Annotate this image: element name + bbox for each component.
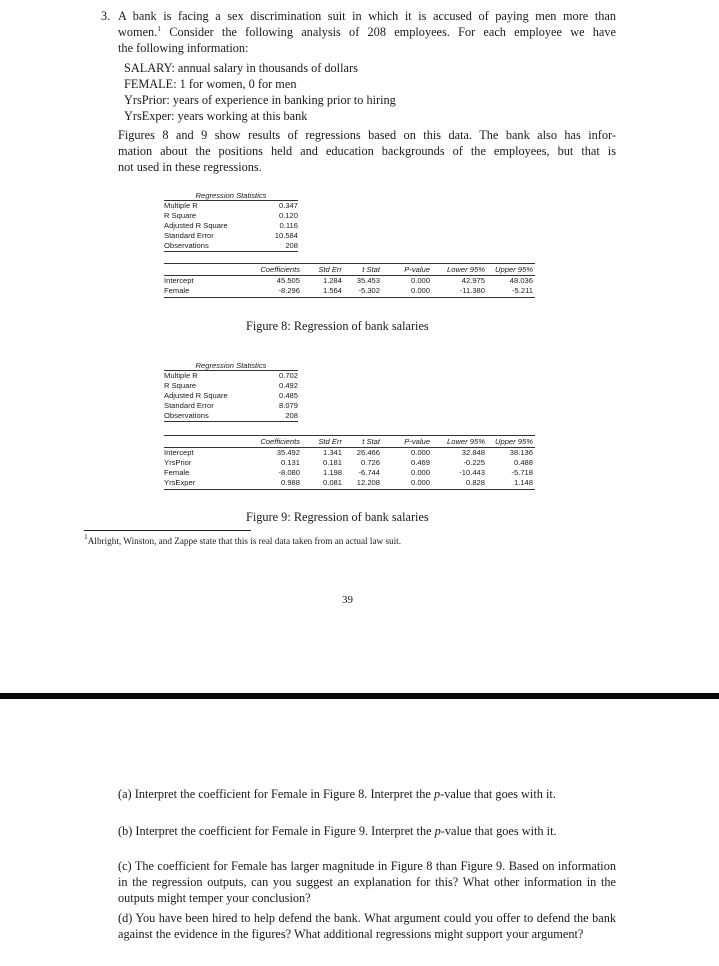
question-a-p: p — [433, 787, 441, 801]
coef-value: 0.988 — [280, 478, 300, 487]
coef-value: -8.080 — [278, 468, 300, 477]
coef-header: Upper 95% — [495, 437, 533, 446]
question-a-text-end: -value that goes with it. — [440, 787, 556, 801]
coef-header: Lower 95% — [447, 437, 485, 446]
stat-value: 0.485 — [278, 391, 298, 400]
question-d: (d) You have been hired to help defend the bank. What argument could you offer to defend the bank against the evidence in the figures? What additional regressions might support your argument? — [118, 911, 616, 941]
footnote-mark: 1 — [84, 532, 88, 541]
question-b-text-end: -value that goes with it. — [440, 824, 557, 838]
problem-number: 3. — [101, 9, 111, 23]
stat-label: R Square — [164, 211, 197, 220]
coef-value: 42.975 — [461, 276, 485, 285]
coef-value: -0.225 — [463, 458, 485, 467]
coef-value: 0.469 — [410, 458, 430, 467]
figure8-coef-row — [164, 286, 535, 296]
intro-consider-text: Consider the following analysis of 208 employees. For each employee we have — [161, 25, 616, 39]
variable-female: FEMALE: 1 for women, 0 for men — [124, 77, 297, 91]
figure9-coef-rule-top — [164, 435, 535, 436]
stat-value: 10.584 — [274, 231, 298, 240]
coef-value: 26.466 — [356, 448, 380, 457]
stat-label: Multiple R — [164, 201, 198, 210]
figure8-caption: Figure 8: Regression of bank salaries — [246, 319, 429, 333]
coef-value: -11.380 — [459, 286, 485, 295]
coef-value: 32.848 — [461, 448, 485, 457]
footnote-text: Albright, Winston, and Zappe state that this is real data taken from an actual law suit. — [87, 536, 402, 546]
stat-label: Observations — [164, 241, 209, 250]
coef-row-label: Intercept — [164, 448, 194, 457]
coef-value: 0.131 — [280, 458, 300, 467]
figure8-stat-row — [164, 241, 298, 251]
problem-intro-line-3: the following information: — [118, 41, 249, 55]
stat-value: 0.116 — [279, 221, 298, 230]
figure9-stat-row — [164, 381, 298, 391]
coef-value: 0.000 — [410, 286, 430, 295]
coef-value: 1.284 — [322, 276, 342, 285]
figure9-coefficients-table — [164, 435, 535, 493]
coef-row-label: YrsExper — [164, 478, 196, 487]
figure9-stat-row — [164, 411, 298, 421]
figure9-coef-rule-bottom — [164, 489, 535, 490]
coef-value: 1.564 — [322, 286, 342, 295]
stat-label: Adjusted R Square — [164, 221, 228, 230]
figure9-stat-row — [164, 401, 298, 411]
figure8-stat-row — [164, 231, 298, 241]
coef-value: 35.453 — [356, 276, 380, 285]
coef-value: 0.081 — [322, 478, 342, 487]
page-separator — [0, 693, 719, 699]
variable-yrsexper: YrsExper: years working at this bank — [124, 109, 308, 123]
problem-intro-line-1: A bank is facing a sex discrimination suit in which it is accused of paying men more than — [118, 9, 616, 23]
figure9-stat-row — [164, 371, 298, 381]
figure9-coef-row — [164, 458, 535, 468]
coef-value: 1.198 — [322, 468, 342, 477]
stat-value: 0.702 — [278, 371, 298, 380]
coef-value: -5.302 — [358, 286, 380, 295]
coef-value: 0.726 — [360, 458, 380, 467]
coef-value: 12.208 — [356, 478, 380, 487]
coef-value: -5.718 — [511, 468, 533, 477]
stat-value: 208 — [285, 411, 298, 420]
figures-text-line-1: Figures 8 and 9 show results of regressions based on this data. The bank also has infor- — [118, 128, 616, 142]
coef-value: 0.828 — [465, 478, 485, 487]
question-b-p: p — [434, 824, 441, 838]
coef-header: Lower 95% — [447, 265, 485, 274]
stat-value: 0.120 — [278, 211, 298, 220]
coef-value: -8.296 — [278, 286, 300, 295]
footnote-ref: 1 — [157, 24, 162, 33]
stat-label: Adjusted R Square — [164, 391, 228, 400]
coef-value: 38.136 — [509, 448, 533, 457]
intro-women-text: women. — [118, 25, 158, 39]
stat-value: 0.347 — [278, 201, 298, 210]
figure9-coef-header-row — [164, 437, 535, 447]
coef-row-label: Female — [164, 468, 190, 477]
coef-value: -5.211 — [512, 286, 533, 295]
coef-value: 0.000 — [410, 448, 430, 457]
coef-row-label: Intercept — [164, 276, 194, 285]
question-a-text: (a) Interpret the coefficient for Female in Figure 8. Interpret the — [118, 787, 434, 801]
footnote — [84, 532, 402, 546]
figures-text-line-2: mation about the positions held and education backgrounds of the employees, but that is — [118, 144, 616, 158]
question-b — [118, 823, 616, 839]
coef-header: Std Err — [318, 437, 342, 446]
coef-value: 0.181 — [322, 458, 342, 467]
figure8-stat-row — [164, 211, 298, 221]
coef-value: 1.341 — [322, 448, 342, 457]
coef-header: Upper 95% — [495, 265, 533, 274]
coef-value: 0.000 — [410, 276, 430, 285]
coef-value: -6.744 — [358, 468, 380, 477]
coef-header: P-value — [404, 437, 430, 446]
question-c: (c) The coefficient for Female has larger magnitude in Figure 8 than Figure 9. Based on information in the regression outputs, can you suggest an explanation for this? What other information in the outputs might temper your conclusion? — [118, 859, 616, 905]
coef-header: t Stat — [362, 265, 380, 274]
coef-row-label: Female — [164, 286, 190, 295]
stat-label: Standard Error — [164, 401, 214, 410]
figure9-stats-rule-bottom — [164, 421, 298, 422]
stat-label: Observations — [164, 411, 209, 420]
coef-value: 0.000 — [410, 468, 430, 477]
coef-value: 48.036 — [509, 276, 533, 285]
stat-value: 8.079 — [278, 401, 298, 410]
coef-header: Std Err — [318, 265, 342, 274]
figure8-coef-header-row — [164, 265, 535, 275]
variable-salary: SALARY: annual salary in thousands of dollars — [124, 61, 358, 75]
figure8-stat-row — [164, 201, 298, 211]
coef-header: Coefficients — [260, 265, 300, 274]
coef-value: -10.443 — [459, 468, 485, 477]
coef-row-label: YrsPrior — [164, 458, 192, 467]
figure8-regression-statistics — [164, 191, 298, 257]
page-number: 39 — [342, 594, 353, 606]
question-b-text: (b) Interpret the coefficient for Female in Figure 9. Interpret the — [118, 824, 435, 838]
stat-value: 0.492 — [278, 381, 298, 390]
figure9-stat-row — [164, 391, 298, 401]
figure8-coef-rule-bottom — [164, 297, 535, 298]
coef-value: 45.505 — [276, 276, 300, 285]
figure9-coef-row — [164, 448, 535, 458]
figures-text-line-3: not used in these regressions. — [118, 160, 262, 174]
coef-header: Coefficients — [260, 437, 300, 446]
coef-value: 0.000 — [410, 478, 430, 487]
problem-intro-line-2 — [118, 24, 616, 41]
coef-header: P-value — [404, 265, 430, 274]
figure8-stats-rule-bottom — [164, 251, 298, 252]
figure9-caption: Figure 9: Regression of bank salaries — [246, 510, 429, 524]
stat-value: 208 — [285, 241, 298, 250]
coef-header: t Stat — [362, 437, 380, 446]
figure9-coef-row — [164, 468, 535, 478]
figure9-stats-title: Regression Statistics — [195, 361, 267, 370]
figure8-stats-title: Regression Statistics — [195, 191, 267, 200]
figure8-coefficients-table — [164, 263, 535, 301]
figure8-coef-rule-top — [164, 263, 535, 264]
coef-value: 0.488 — [513, 458, 533, 467]
question-a — [118, 786, 616, 802]
footnote-rule — [84, 530, 251, 531]
figure9-coef-row — [164, 478, 535, 488]
variable-yrsprior: YrsPrior: years of experience in banking prior to hiring — [124, 93, 396, 107]
figure8-stat-row — [164, 221, 298, 231]
stat-label: Standard Error — [164, 231, 214, 240]
figure8-coef-row — [164, 276, 535, 286]
stat-label: R Square — [164, 381, 197, 390]
stat-label: Multiple R — [164, 371, 198, 380]
figure9-regression-statistics — [164, 361, 298, 427]
coef-value: 35.492 — [276, 448, 300, 457]
coef-value: 1.148 — [513, 478, 533, 487]
